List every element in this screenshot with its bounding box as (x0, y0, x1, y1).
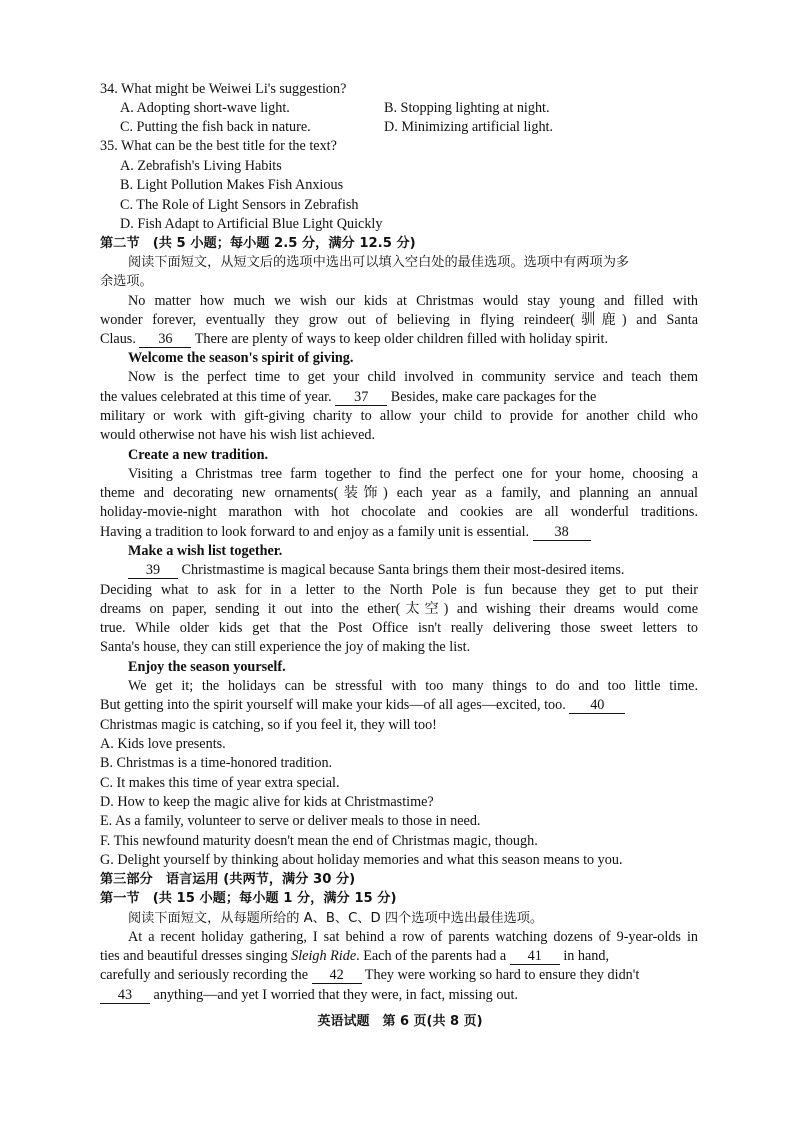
passage-text: the values celebrated at this time of year. (100, 389, 332, 405)
passage-text: But getting into the spirit yourself will make your kids—of all ages—excited, too. (100, 697, 566, 713)
passage-text: They were working so hard to ensure they didn't (364, 967, 640, 983)
passage-text: . Each of the parents had a (356, 948, 507, 964)
blank-41: 41 (510, 948, 560, 965)
passage-p3-line4 (100, 523, 591, 542)
passage-text: Having a tradition to look forward to and enjoy as a family unit is essential. (100, 524, 530, 540)
passage-p3-line1: Visiting a Christmas tree farm together to find the perfect one for your home, choosing a (128, 466, 698, 482)
passage-p5-line3: Christmas magic is catching, so if you feel it, they will too! (100, 717, 437, 733)
passage-text: There are plenty of ways to keep older children filled with holiday spirit. (194, 331, 608, 347)
passage-text: ties and beautiful dresses singing (100, 948, 288, 964)
passage-p2-line4: would otherwise not have his wish list achieved. (100, 427, 376, 443)
passage-p2-line3: military or work with gift-giving charity to allow your child to provide for another child who (100, 408, 698, 424)
q35-option-b: B. Light Pollution Makes Fish Anxious (120, 177, 344, 193)
part3-heading: 第三部分 语言运用 (共两节，满分 30 分) (100, 872, 356, 887)
option-f: F. This newfound maturity doesn't mean the end of Christmas magic, though. (100, 833, 538, 849)
q34-option-b: B. Stopping lighting at night. (384, 100, 550, 116)
option-g: G. Delight yourself by thinking about holiday memories and what this season means to you. (100, 852, 623, 868)
q34-stem: 34. What might be Weiwei Li's suggestion? (100, 81, 347, 97)
passage-p4-line3: dreams on paper, sending it out into the ether(太空) and wishing their dreams would come (100, 601, 698, 617)
part3-passage-line3 (100, 966, 639, 985)
passage-p4-line2: Deciding what to ask for in a letter to the North Pole is fun because they get to put their (100, 582, 698, 598)
blank-40: 40 (569, 697, 625, 714)
passage-p1-line3 (100, 330, 608, 349)
passage-p2-line1: Now is the perfect time to get your child involved in community service and teach them (128, 369, 698, 385)
option-a: A. Kids love presents. (100, 736, 226, 752)
q35-option-a: A. Zebrafish's Living Habits (120, 158, 282, 174)
passage-p4-line4: true. While older kids get that the Post Office isn't really delivering those sweet letters to (100, 620, 698, 636)
passage-p4-line1 (128, 561, 624, 580)
blank-39: 39 (128, 562, 178, 579)
blank-37: 37 (335, 389, 387, 406)
blank-42: 42 (312, 967, 362, 984)
passage-p1-line1: No matter how much we wish our kids at Christmas would stay young and filled with (128, 293, 698, 309)
part3-section1-heading: 第一节 (共 15 小题；每小题 1 分，满分 15 分) (100, 891, 397, 906)
passage-p5-line1: We get it; the holidays can be stressful with too many things to do and too little time. (128, 678, 698, 694)
part3-passage-line4 (100, 986, 518, 1005)
q35-option-c: C. The Role of Light Sensors in Zebrafish (120, 197, 359, 213)
blank-36: 36 (139, 331, 191, 348)
passage-p1-line2: wonder forever, eventually they grow out of believing in flying reindeer(驯鹿) and Santa (100, 312, 698, 328)
q34-option-d: D. Minimizing artificial light. (384, 119, 554, 135)
passage-p2-line2 (100, 388, 596, 407)
q34-option-c: C. Putting the fish back in nature. (120, 119, 311, 135)
section2-heading: 第二节 (共 5 小题；每小题 2.5 分，满分 12.5 分) (100, 236, 416, 251)
option-e: E. As a family, volunteer to serve or deliver meals to those in need. (100, 813, 481, 829)
passage-text: Christmastime is magical because Santa brings them their most-desired items. (181, 562, 625, 578)
passage-p3-line2: theme and decorating new ornaments(装饰) each year as a family, and planning an annual (100, 485, 698, 501)
part3-passage-line2 (100, 947, 609, 966)
q34-option-a: A. Adopting short-wave light. (120, 100, 290, 116)
option-c: C. It makes this time of year extra special. (100, 775, 340, 791)
option-d: D. How to keep the magic alive for kids at Christmastime? (100, 794, 434, 810)
passage-text: Besides, make care packages for the (390, 389, 597, 405)
blank-38: 38 (533, 524, 591, 541)
q35-option-d: D. Fish Adapt to Artificial Blue Light Quickly (120, 216, 383, 232)
passage-text: Claus. (100, 331, 136, 347)
q35-stem: 35. What can be the best title for the text? (100, 138, 337, 154)
passage-text: anything—and yet I worried that they were, in fact, missing out. (153, 987, 518, 1003)
passage-text: carefully and seriously recording the (100, 967, 309, 983)
passage-p4-line5: Santa's house, they can still experience the joy of making the list. (100, 639, 471, 655)
page-footer: 英语试题 第 6 页(共 8 页) (317, 1014, 483, 1029)
song-title: Sleigh Ride (291, 948, 357, 964)
section2-instruction-line1: 阅读下面短文，从短文后的选项中选出可以填入空白处的最佳选项。选项中有两项为多 (128, 255, 630, 270)
passage-p5-line2 (100, 696, 625, 715)
passage-subheading-enjoy: Enjoy the season yourself. (128, 659, 286, 675)
passage-text: in hand, (563, 948, 610, 964)
part3-passage-line1: At a recent holiday gathering, I sat behind a row of parents watching dozens of 9-year-olds in (128, 929, 698, 945)
passage-p3-line3: holiday-movie-night marathon with hot chocolate and cookies are all wonderful traditions. (100, 504, 698, 520)
passage-subheading-tradition: Create a new tradition. (128, 447, 269, 463)
section2-instruction-line2: 余选项。 (100, 274, 153, 289)
option-b: B. Christmas is a time-honored tradition. (100, 755, 333, 771)
passage-subheading-giving: Welcome the season's spirit of giving. (128, 350, 354, 366)
passage-subheading-wishlist: Make a wish list together. (128, 543, 283, 559)
part3-instruction: 阅读下面短文，从每题所给的 A、B、C、D 四个选项中选出最佳选项。 (128, 911, 544, 926)
blank-43: 43 (100, 987, 150, 1004)
